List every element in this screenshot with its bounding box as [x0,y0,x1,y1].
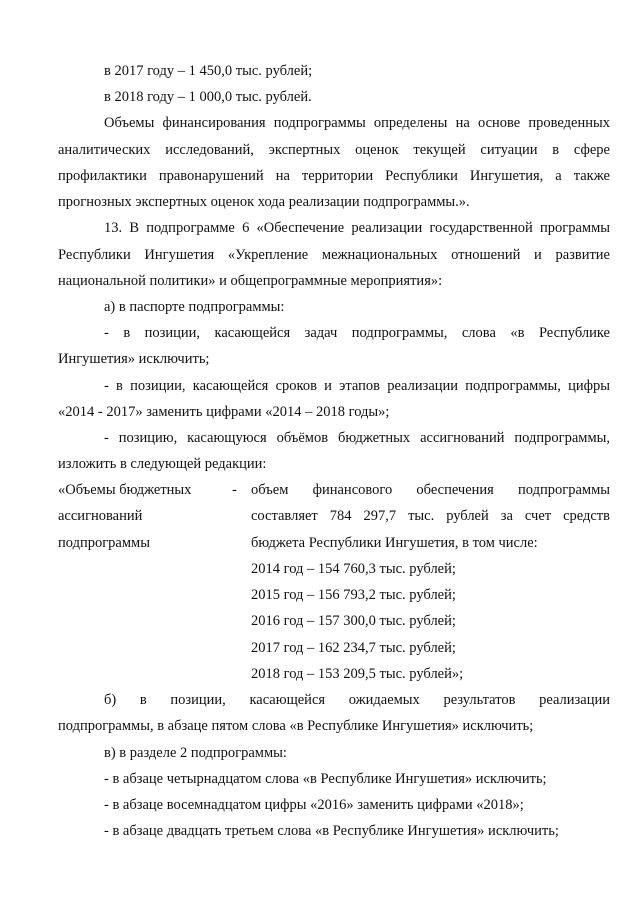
text-line: Республики Ингушетия «Укрепление межнациональных отношений и развитие [58,247,610,263]
text-line: национальной политики» и общепрограммные мероприятия»: [58,273,443,289]
table-right-cell: бюджета Республики Ингушетия, в том числе: [251,535,538,551]
table-left-cell: «Объемы бюджетных [58,482,192,498]
text-line: а) в паспорте подпрограммы: [104,299,285,315]
text-line: аналитических исследований, экспертных оценок текущей ситуации в сфере [58,142,610,158]
text-line: - в абзаце двадцать третьем слова «в Республике Ингушетия» исключить; [104,823,559,839]
text-line: - в абзаце восемнадцатом цифры «2016» заменить цифрами «2018»; [104,797,524,813]
text-line: - в позиции, касающейся задач подпрограммы, слова «в Республике [104,325,610,341]
table-right-cell: 2015 год – 156 793,2 тыс. рублей; [251,587,456,603]
text-line: в 2017 году – 1 450,0 тыс. рублей; [104,63,313,79]
table-dash: - [232,482,237,498]
text-line: подпрограммы, в абзаце пятом слова «в Республике Ингушетия» исключить; [58,718,534,734]
text-line: Объемы финансирования подпрограммы определены на основе проведенных [104,115,610,131]
text-line: - позицию, касающуюся объёмов бюджетных ассигнований подпрограммы, [104,430,610,446]
text-line: Ингушетия» исключить; [58,351,210,367]
text-line: - в позиции, касающейся сроков и этапов реализации подпрограммы, цифры [104,378,610,394]
text-line: б) в позиции, касающейся ожидаемых результатов реализации [104,692,610,708]
text-line: «2014 - 2017» заменить цифрами «2014 – 2018 годы»; [58,404,390,420]
table-left-cell: подпрограммы [58,535,150,551]
table-right-cell: 2014 год – 154 760,3 тыс. рублей; [251,561,456,577]
text-line: в) в разделе 2 подпрограммы: [104,745,287,761]
text-line: - в абзаце четырнадцатом слова «в Республике Ингушетия» исключить; [104,771,547,787]
table-left-cell: ассигнований [58,508,143,524]
table-right-cell: составляет 784 297,7 тыс. рублей за счет средств [251,508,610,524]
table-right-cell: 2016 год – 157 300,0 тыс. рублей; [251,613,456,629]
text-line: 13. В подпрограмме 6 «Обеспечение реализации государственной программы [104,220,610,236]
text-line: изложить в следующей редакции: [58,456,267,472]
text-line: профилактики правонарушений на территории Республики Ингушетия, а также [58,168,610,184]
text-line: прогнозных экспертных оценок хода реализации подпрограммы.». [58,194,470,210]
table-right-cell: 2018 год – 153 209,5 тыс. рублей»; [251,666,464,682]
text-line: в 2018 году – 1 000,0 тыс. рублей. [104,89,312,105]
table-right-cell: 2017 год – 162 234,7 тыс. рублей; [251,640,456,656]
table-right-cell: объем финансового обеспечения подпрограммы [251,482,610,498]
